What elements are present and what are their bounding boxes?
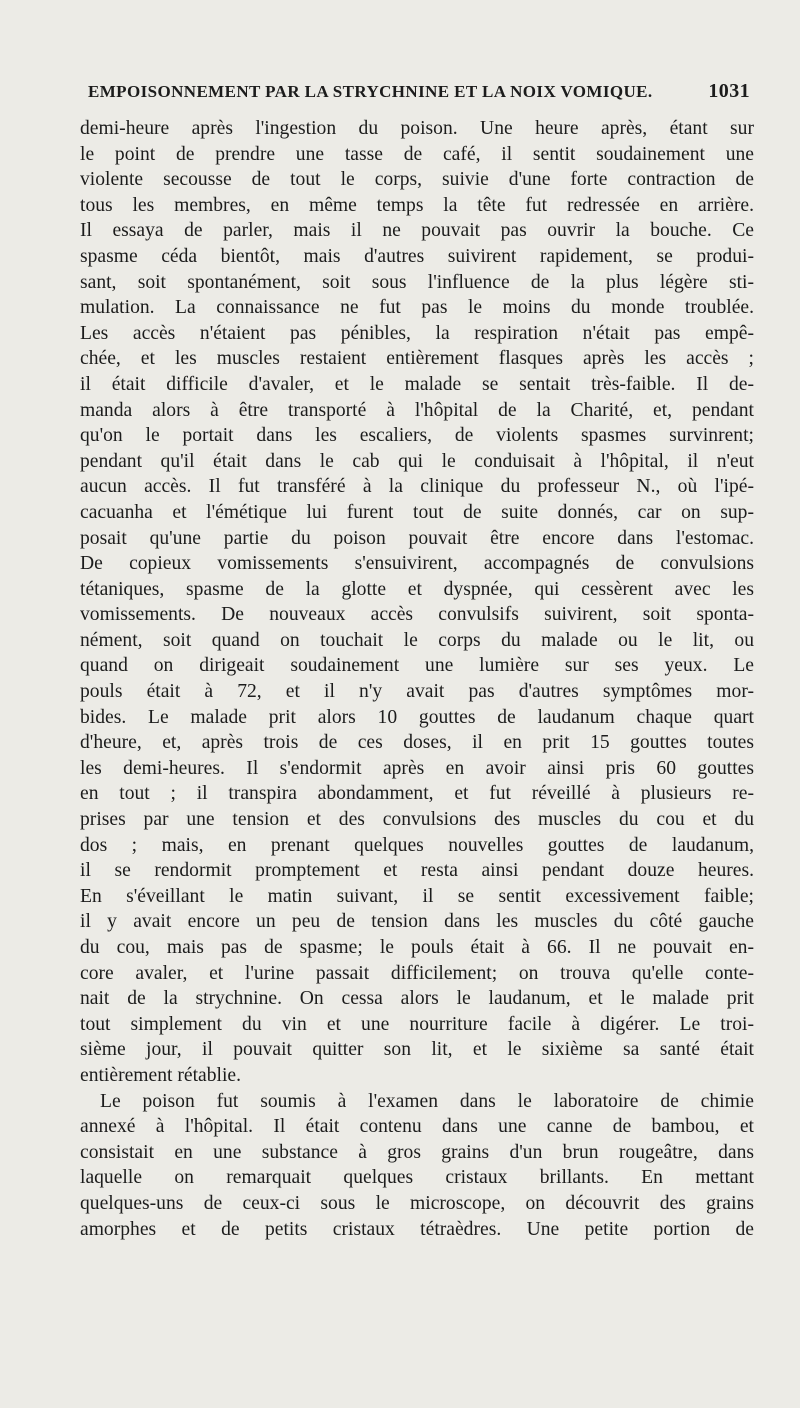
- text-line: Les accès n'étaient pas pénibles, la respiration n'était pas empê-: [80, 322, 754, 344]
- text-line: vomissements. De nouveaux accès convulsifs suivirent, soit sponta-: [80, 604, 754, 626]
- text-line: demi-heure après l'ingestion du poison. Une heure après, étant sur: [80, 118, 754, 139]
- paragraph: [80, 116, 754, 1089]
- text-line: Il essaya de parler, mais il ne pouvait pas ouvrir la bouche. Ce: [80, 220, 754, 242]
- text-line: qu'on le portait dans les escaliers, de violents spasmes survinrent;: [80, 425, 754, 447]
- text-line: manda alors à être transporté à l'hôpital de la Charité, et, pendant: [80, 399, 754, 421]
- page-number: 1031: [708, 80, 750, 102]
- text-line: Le poison fut soumis à l'examen dans le laboratoire de chimie: [100, 1090, 754, 1112]
- text-line: du cou, mais pas de spasme; le pouls était à 66. Il ne pouvait en-: [80, 937, 754, 958]
- paragraph: [80, 1089, 754, 1243]
- text-line: bides. Le malade prit alors 10 gouttes de laudanum chaque quart: [80, 706, 754, 728]
- text-line: spasme céda bientôt, mais d'autres suivirent rapidement, se produi-: [80, 245, 754, 267]
- text-line: En s'éveillant le matin suivant, il se sentit excessivement faible;: [80, 885, 754, 907]
- text-line: tout simplement du vin et une nourriture facile à digérer. Le troi-: [80, 1013, 754, 1035]
- text-line: amorphes et de petits cristaux tétraèdres. Une petite portion de: [80, 1218, 754, 1240]
- text-line: chée, et les muscles restaient entièrement flasques après les accès ;: [80, 348, 754, 370]
- text-line: entièrement rétablie.: [80, 1064, 242, 1086]
- text-line: en tout ; il transpira abondamment, et fut réveillé à plusieurs re-: [80, 783, 754, 805]
- text-line: sième jour, il pouvait quitter son lit, et le sixième sa santé était: [80, 1039, 754, 1061]
- text-line: core avaler, et l'urine passait difficilement; on trouva qu'elle conte-: [80, 962, 754, 984]
- text-line: nément, soit quand on touchait le corps du malade ou le lit, ou: [80, 629, 754, 651]
- text-line: annexé à l'hôpital. Il était contenu dans une canne de bambou, et: [80, 1116, 754, 1138]
- text-line: consistait en une substance à gros grains d'un brun rougeâtre, dans: [80, 1141, 754, 1163]
- text-line: cacuanha et l'émétique lui furent tout de suite donnés, car on sup-: [80, 501, 754, 523]
- text-line: tous les membres, en même temps la tête fut redressée en arrière.: [80, 194, 754, 216]
- text-line: il était difficile d'avaler, et le malade se sentait très-faible. Il de-: [80, 373, 754, 395]
- text-line: dos ; mais, en prenant quelques nouvelles gouttes de laudanum,: [80, 834, 754, 856]
- text-line: nait de la strychnine. On cessa alors le laudanum, et le malade prit: [80, 988, 754, 1010]
- text-line: violente secousse de tout le corps, suivie d'une forte contraction de: [80, 169, 754, 191]
- text-line: aucun accès. Il fut transféré à la clinique du professeur N., où l'ipé-: [80, 476, 754, 498]
- text-line: quelques-uns de ceux-ci sous le microscope, on découvrit des grains: [80, 1192, 754, 1214]
- text-line: mulation. La connaissance ne fut pas le moins du monde troublée.: [80, 297, 754, 319]
- text-line: pendant qu'il était dans le cab qui le conduisait à l'hôpital, il n'eut: [80, 450, 754, 472]
- text-line: il se rendormit promptement et resta ainsi pendant douze heures.: [80, 860, 754, 882]
- text-line: pouls était à 72, et il n'y avait pas d'autres symptômes mor-: [80, 681, 754, 703]
- text-line: De copieux vomissements s'ensuivirent, accompagnés de convulsions: [80, 553, 754, 575]
- text-line: d'heure, et, après trois de ces doses, il en prit 15 gouttes toutes: [80, 732, 754, 754]
- body-text: [80, 116, 754, 1242]
- text-line: il y avait encore un peu de tension dans les muscles du côté gauche: [80, 911, 754, 933]
- text-line: posait qu'une partie du poison pouvait être encore dans l'estomac.: [80, 527, 754, 549]
- running-title: EMPOISONNEMENT PAR LA STRYCHNINE ET LA NOIX VOMIQUE.: [88, 82, 653, 101]
- text-line: tétaniques, spasme de la glotte et dyspnée, qui cessèrent avec les: [80, 578, 754, 600]
- text-line: sant, soit spontanément, soit sous l'influence de la plus légère sti-: [80, 271, 754, 293]
- text-line: le point de prendre une tasse de café, il sentit soudainement une: [80, 143, 754, 165]
- text-line: les demi-heures. Il s'endormit après en avoir ainsi pris 60 gouttes: [80, 757, 754, 779]
- text-line: prises par une tension et des convulsions des muscles du cou et du: [80, 809, 754, 831]
- text-line: laquelle on remarquait quelques cristaux brillants. En mettant: [80, 1167, 754, 1189]
- running-header: [88, 80, 750, 110]
- text-line: quand on dirigeait soudainement une lumière sur ses yeux. Le: [80, 655, 754, 677]
